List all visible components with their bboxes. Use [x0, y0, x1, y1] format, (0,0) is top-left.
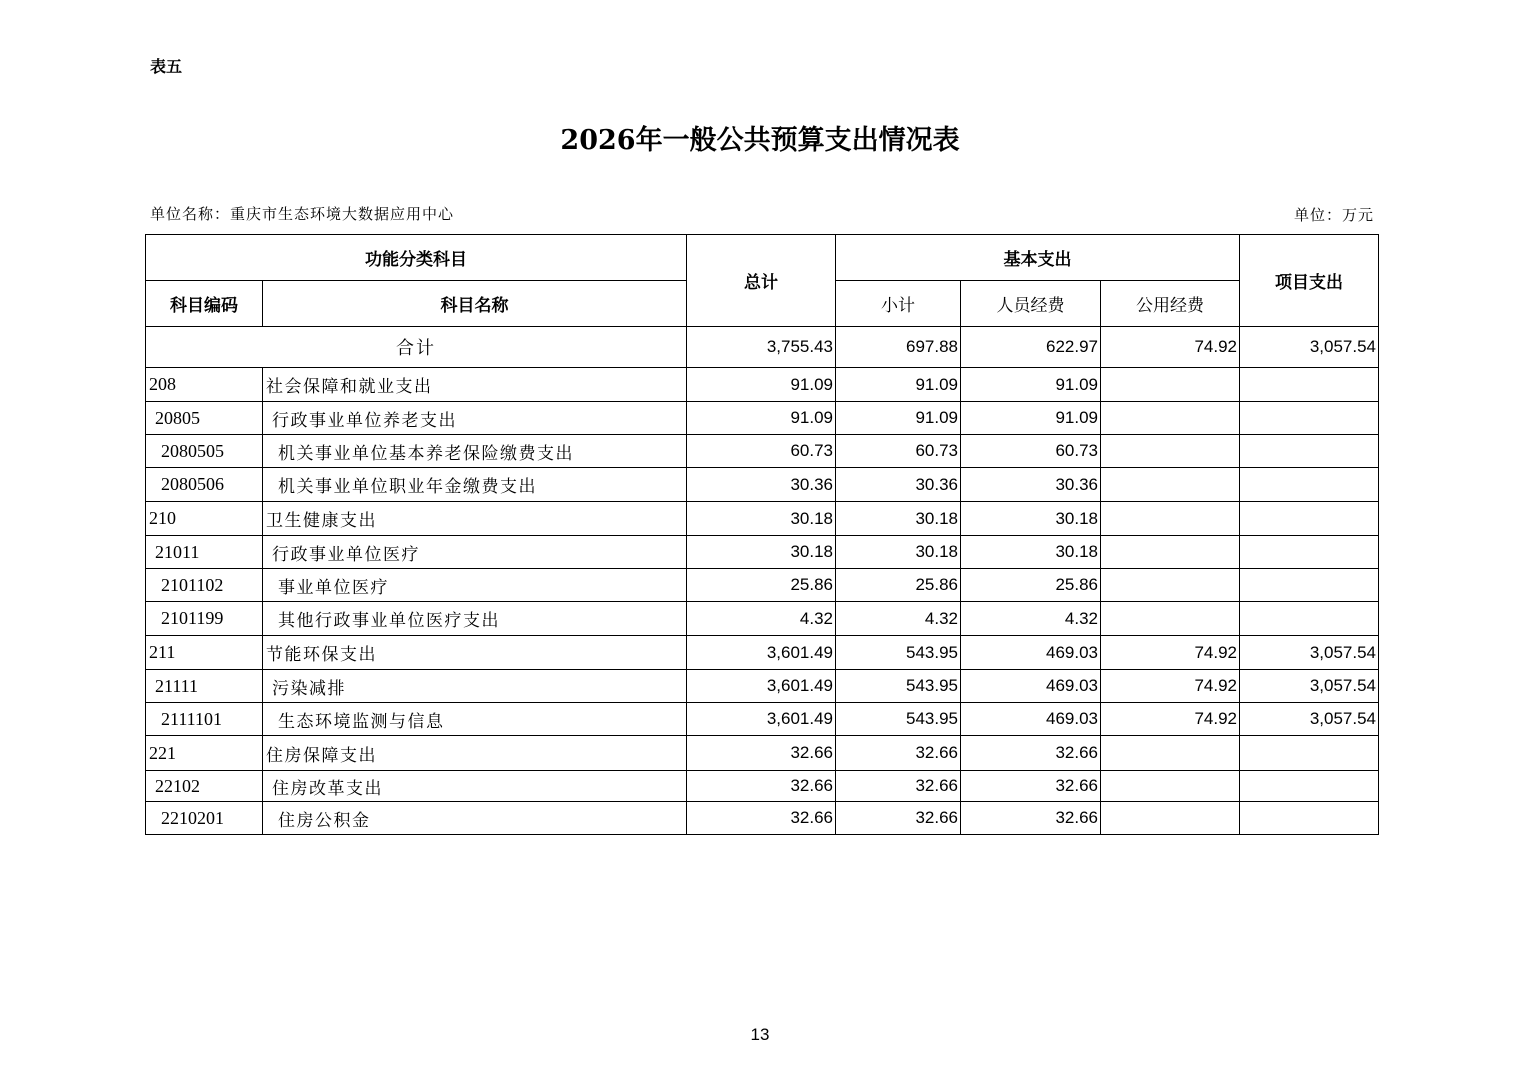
cell-subtotal: 25.86 [836, 569, 961, 602]
cell-total: 30.18 [687, 536, 836, 569]
cell-project [1240, 368, 1379, 402]
cell-personnel: 469.03 [961, 703, 1101, 736]
subject-code: 221 [146, 736, 263, 771]
total-row-subtotal: 697.88 [836, 327, 961, 368]
cell-personnel: 4.32 [961, 602, 1101, 636]
cell-project [1240, 468, 1379, 502]
table-row [146, 602, 1379, 636]
table-row [146, 736, 1379, 771]
cell-project [1240, 736, 1379, 771]
subject-code: 2080505 [146, 435, 263, 468]
table-row [146, 435, 1379, 468]
col-header-public: 公用经费 [1101, 281, 1240, 327]
cell-public: 74.92 [1101, 636, 1240, 670]
cell-public: 74.92 [1101, 670, 1240, 703]
page-title: 2026年一般公共预算支出情况表 [560, 125, 960, 156]
cell-total: 32.66 [687, 802, 836, 835]
cell-subtotal: 4.32 [836, 602, 961, 636]
subject-code: 211 [146, 636, 263, 670]
col-header-project: 项目支出 [1240, 235, 1379, 327]
cell-project [1240, 402, 1379, 435]
cell-personnel: 91.09 [961, 368, 1101, 402]
cell-project [1240, 435, 1379, 468]
header-row-1 [146, 235, 1379, 281]
subject-code: 21111 [146, 670, 263, 703]
cell-personnel: 32.66 [961, 802, 1101, 835]
cell-subtotal: 32.66 [836, 771, 961, 802]
cell-total: 30.18 [687, 502, 836, 536]
total-row [146, 327, 1379, 368]
cell-public [1101, 468, 1240, 502]
subject-name: 住房改革支出 [263, 771, 687, 802]
cell-personnel: 60.73 [961, 435, 1101, 468]
cell-personnel: 30.36 [961, 468, 1101, 502]
cell-public: 74.92 [1101, 703, 1240, 736]
cell-total: 60.73 [687, 435, 836, 468]
cell-total: 3,601.49 [687, 636, 836, 670]
subject-code: 20805 [146, 402, 263, 435]
subject-name: 卫生健康支出 [263, 502, 687, 536]
cell-personnel: 25.86 [961, 569, 1101, 602]
cell-subtotal: 543.95 [836, 670, 961, 703]
subject-name: 生态环境监测与信息 [263, 703, 687, 736]
subject-name: 住房公积金 [263, 802, 687, 835]
cell-personnel: 30.18 [961, 536, 1101, 569]
cell-public [1101, 602, 1240, 636]
col-header-personnel: 人员经费 [961, 281, 1101, 327]
col-header-basic: 基本支出 [836, 235, 1240, 281]
table-row [146, 502, 1379, 536]
cell-public [1101, 802, 1240, 835]
cell-subtotal: 543.95 [836, 636, 961, 670]
table-row [146, 703, 1379, 736]
subject-name: 行政事业单位医疗 [263, 536, 687, 569]
cell-public [1101, 435, 1240, 468]
page-number: 13 [750, 1025, 770, 1044]
cell-public [1101, 402, 1240, 435]
cell-total: 32.66 [687, 736, 836, 771]
cell-subtotal: 60.73 [836, 435, 961, 468]
subject-name: 机关事业单位基本养老保险缴费支出 [263, 435, 687, 468]
budget-table [145, 234, 1379, 835]
cell-total: 32.66 [687, 771, 836, 802]
subject-code: 21011 [146, 536, 263, 569]
col-header-category: 功能分类科目 [146, 235, 687, 281]
cell-personnel: 32.66 [961, 736, 1101, 771]
total-row-personnel: 622.97 [961, 327, 1101, 368]
cell-personnel: 469.03 [961, 670, 1101, 703]
subject-code: 2111101 [146, 703, 263, 736]
cell-personnel: 469.03 [961, 636, 1101, 670]
cell-project [1240, 602, 1379, 636]
subject-code: 22102 [146, 771, 263, 802]
cell-public [1101, 569, 1240, 602]
cell-subtotal: 32.66 [836, 802, 961, 835]
cell-public [1101, 771, 1240, 802]
subject-code: 210 [146, 502, 263, 536]
subject-code: 208 [146, 368, 263, 402]
cell-subtotal: 30.18 [836, 502, 961, 536]
cell-personnel: 91.09 [961, 402, 1101, 435]
table-row [146, 771, 1379, 802]
cell-public [1101, 502, 1240, 536]
cell-project [1240, 536, 1379, 569]
cell-total: 3,601.49 [687, 670, 836, 703]
cell-subtotal: 30.18 [836, 536, 961, 569]
cell-project [1240, 569, 1379, 602]
cell-subtotal: 91.09 [836, 402, 961, 435]
subject-code: 2210201 [146, 802, 263, 835]
cell-personnel: 30.18 [961, 502, 1101, 536]
cell-total: 91.09 [687, 368, 836, 402]
cell-project [1240, 502, 1379, 536]
subject-code: 2101199 [146, 602, 263, 636]
table-row [146, 802, 1379, 835]
subject-name: 社会保障和就业支出 [263, 368, 687, 402]
cell-total: 3,601.49 [687, 703, 836, 736]
cell-public [1101, 368, 1240, 402]
total-row-label: 合计 [146, 327, 687, 368]
subject-name: 其他行政事业单位医疗支出 [263, 602, 687, 636]
cell-subtotal: 543.95 [836, 703, 961, 736]
unit-measure: 单位：万元 [1293, 206, 1374, 224]
total-row-project: 3,057.54 [1240, 327, 1379, 368]
table-label: 表五 [150, 57, 183, 76]
table-row [146, 368, 1379, 402]
cell-public [1101, 736, 1240, 771]
total-row-public: 74.92 [1101, 327, 1240, 368]
cell-total: 91.09 [687, 402, 836, 435]
unit-name: 单位名称：重庆市生态环境大数据应用中心 [150, 205, 455, 223]
cell-total: 25.86 [687, 569, 836, 602]
cell-project [1240, 771, 1379, 802]
cell-public [1101, 536, 1240, 569]
table-row [146, 468, 1379, 502]
cell-total: 4.32 [687, 602, 836, 636]
subject-name: 行政事业单位养老支出 [263, 402, 687, 435]
subject-name: 污染减排 [263, 670, 687, 703]
cell-project: 3,057.54 [1240, 703, 1379, 736]
table-row [146, 536, 1379, 569]
subject-code: 2101102 [146, 569, 263, 602]
cell-project [1240, 802, 1379, 835]
cell-subtotal: 32.66 [836, 736, 961, 771]
col-header-name: 科目名称 [263, 281, 687, 327]
table-row [146, 636, 1379, 670]
table-row [146, 569, 1379, 602]
cell-subtotal: 30.36 [836, 468, 961, 502]
subject-name: 住房保障支出 [263, 736, 687, 771]
cell-personnel: 32.66 [961, 771, 1101, 802]
table-row [146, 402, 1379, 435]
cell-project: 3,057.54 [1240, 670, 1379, 703]
subject-name: 事业单位医疗 [263, 569, 687, 602]
total-row-total: 3,755.43 [687, 327, 836, 368]
cell-subtotal: 91.09 [836, 368, 961, 402]
table-row [146, 670, 1379, 703]
cell-total: 30.36 [687, 468, 836, 502]
col-header-total: 总计 [687, 235, 836, 327]
subject-name: 节能环保支出 [263, 636, 687, 670]
col-header-code: 科目编码 [146, 281, 263, 327]
subject-name: 机关事业单位职业年金缴费支出 [263, 468, 687, 502]
subject-code: 2080506 [146, 468, 263, 502]
cell-project: 3,057.54 [1240, 636, 1379, 670]
col-header-subtotal: 小计 [836, 281, 961, 327]
